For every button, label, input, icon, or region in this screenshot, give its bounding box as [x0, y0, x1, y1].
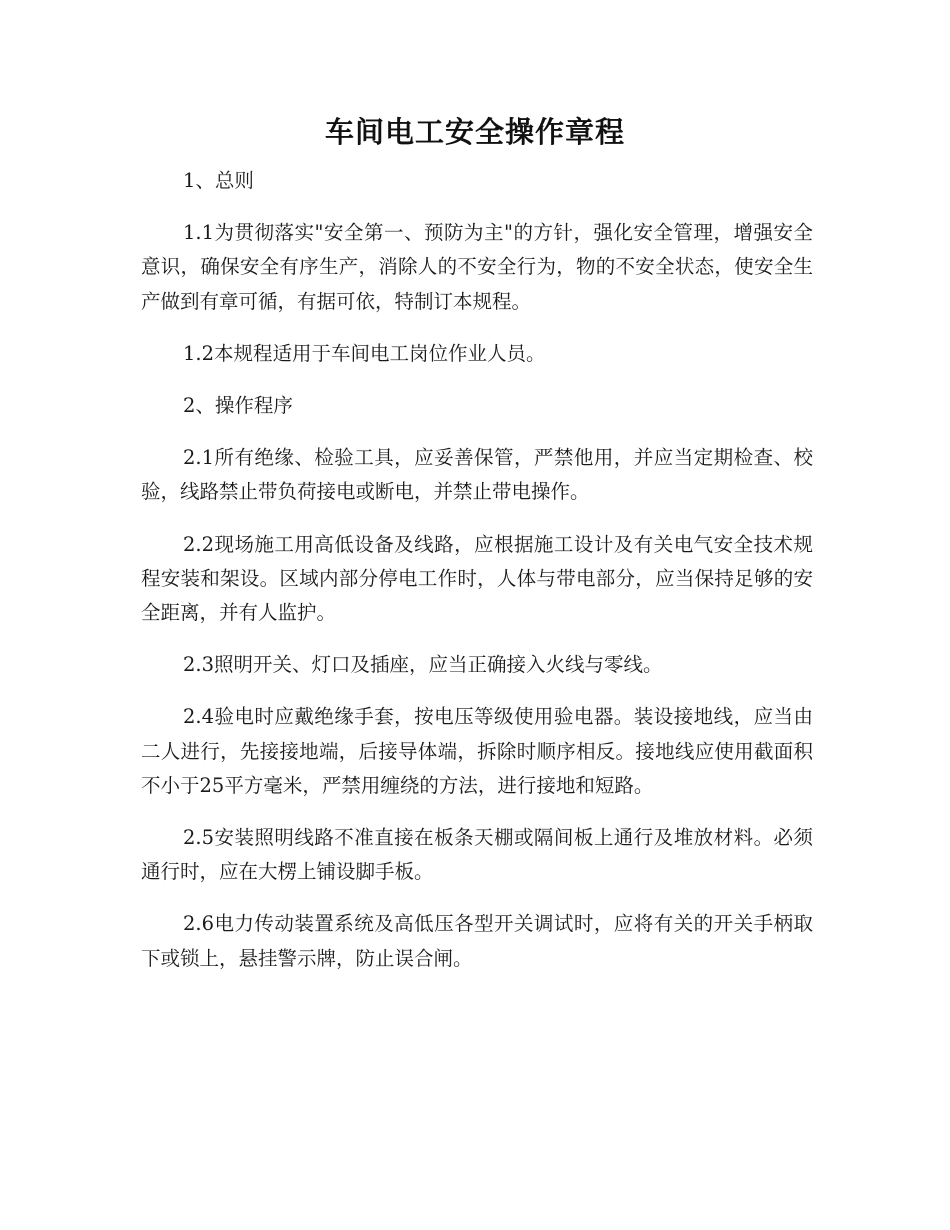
document-body — [141, 164, 813, 976]
paragraph: 2.4验电时应戴绝缘手套，按电压等级使用验电器。装设接地线，应当由二人进行，先接接地端，后接导体端，拆除时顺序相反。接地线应使用截面积不小于25平方毫米，严禁用缠绕的方法，进行接地和短路。 — [141, 705, 813, 797]
paragraph: 1.1为贯彻落实"安全第一、预防为主"的方针，强化安全管理，增强安全意识，确保安全有序生产，消除人的不安全行为，物的不安全状态，使安全生产做到有章可循，有据可依，特制订本规程。 — [141, 221, 813, 313]
paragraph: 2.6电力传动装置系统及高低压各型开关调试时，应将有关的开关手柄取下或锁上，悬挂警示牌，防止误合闸。 — [141, 912, 813, 970]
section-heading: 2、操作程序 — [183, 394, 293, 418]
section-heading: 1、总则 — [183, 169, 254, 192]
paragraph: 2.2现场施工用高低设备及线路，应根据施工设计及有关电气安全技术规程安装和架设。区域内部分停电工作时，人体与带电部分，应当保持足够的安全距离，并有人监护。 — [141, 532, 813, 625]
paragraph: 2.1所有绝缘、检验工具，应妥善保管，严禁他用，并应当定期检查、校验，线路禁止带负荷接电或断电，并禁止带电操作。 — [141, 446, 813, 504]
paragraph: 2.5安装照明线路不准直接在板条天棚或隔间板上通行及堆放材料。必须通行时，应在大楞上铺设脚手板。 — [141, 826, 813, 884]
paragraph: 2.3照明开关、灯口及插座，应当正确接入火线与零线。 — [183, 653, 663, 677]
document-title: 车间电工安全操作章程 — [324, 115, 625, 149]
paragraph: 1.2本规程适用于车间电工岗位作业人员。 — [183, 341, 546, 365]
